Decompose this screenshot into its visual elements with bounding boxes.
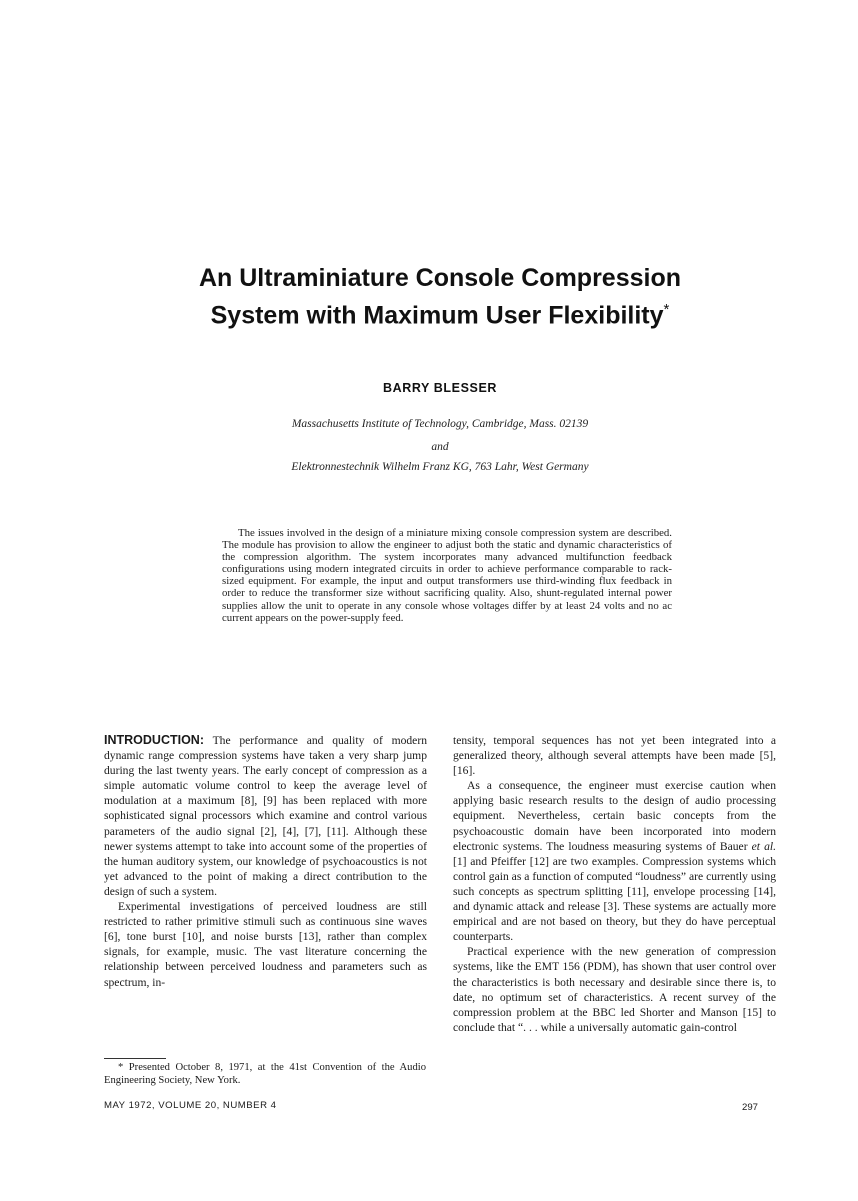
intro-paragraph-1 — [104, 733, 427, 899]
right-paragraph-2-a: As a consequence, the engineer must exercise caution when applying basic research results to the design of audio processing equipment. Nevertheless, certain basic concepts from the psychoacoustic domain have been incorporated into modern electronic systems. The loudness measuring systems of Bauer — [453, 779, 776, 853]
intro-paragraph-2: Experimental investigations of perceived loudness are still restricted to rather primitive stimuli such as continuous sine waves [6], tone burst [10], and noise bursts [13], rather than complex signals, for example, music. The vast literature concerning the relationship between perceived loudness and parameters such as spectrum, in- — [104, 900, 427, 989]
introduction-heading: INTRODUCTION: — [104, 733, 204, 747]
left-column — [104, 733, 427, 990]
footnote-divider — [104, 1058, 166, 1059]
affiliation-and: and — [431, 441, 449, 453]
paper-title — [150, 262, 730, 331]
page-number: 297 — [742, 1102, 759, 1113]
affiliation-1: Massachusetts Institute of Technology, Cambridge, Mass. 02139 — [291, 418, 589, 430]
title-footnote-mark: * — [663, 301, 670, 318]
intro-paragraph-1-text: The performance and quality of modern dynamic range compression systems have taken a very sharp jump during the last twenty years. The early concept of compression as a simple automatic volume control to keep the average level of modulation at a maximum [8], [9] has been replaced with more sophisticated signal processors which examine and control various parameters of the audio signal [2], [4], [7], [11]. Although these newer systems attempt to take into account some of the properties of the human auditory system, our knowledge of psychoacoustics is not yet advanced to the point of making a direct contribution to the design of such a system. — [104, 734, 427, 898]
title-line-2: System with Maximum User Flexibility — [210, 301, 664, 330]
affiliation-2: Elektronnestechnik Wilhelm Franz KG, 763 Lahr, West Germany — [291, 461, 589, 473]
journal-issue-footer: MAY 1972, VOLUME 20, NUMBER 4 — [104, 1100, 277, 1111]
right-paragraph-2 — [453, 778, 776, 944]
right-paragraph-1: tensity, temporal sequences has not yet been integrated into a generalized theory, although several attempts have been made [5], [16]. — [453, 734, 776, 778]
et-al-italic: et al. — [751, 839, 776, 853]
right-paragraph-2-b: [1] and Pfeiffer [12] are two examples. Compression systems which control gain as a function of computed “loudness” are currently using such concepts as spectrum splitting [11], envelope processing [14], and dynamic attack and release [3]. These systems are actually more empirical and are not based on theory, but they do have perceptual counterparts. — [453, 854, 776, 944]
right-column — [453, 733, 776, 1035]
title-line-1: An Ultraminiature Console Compression — [198, 264, 682, 292]
right-paragraph-3: Practical experience with the new generation of compression systems, like the EMT 156 (PDM), has shown that user control over the characteristics is both necessary and desirable since there is, to date, no optimum set of characteristics. A recent survey of the compression problem at the BBC led Shorter and Manson [15] to conclude that “. . . while a universally automatic gain-control — [453, 945, 776, 1034]
footnote: * Presented October 8, 1971, at the 41st Convention of the Audio Engineering Society, New York. — [104, 1062, 426, 1086]
author-name: BARRY BLESSER — [382, 381, 498, 395]
abstract: The issues involved in the design of a miniature mixing console compression system are described. The module has provision to allow the engineer to adjust both the static and dynamic characteristics of the compression algorithm. The system incorporates many advanced multifunction feedback configurations using modern integrated circuits in order to achieve performance comparable to rack-sized equipment. For example, the input and output transformers use third-winding flux feedback in order to reduce the transformer size without sacrificing quality. Also, shunt-regulated internal power supplies allow the unit to operate in any console whose voltages differ by at least 24 volts and no ac current appears on the power-supply feed. — [222, 527, 672, 624]
